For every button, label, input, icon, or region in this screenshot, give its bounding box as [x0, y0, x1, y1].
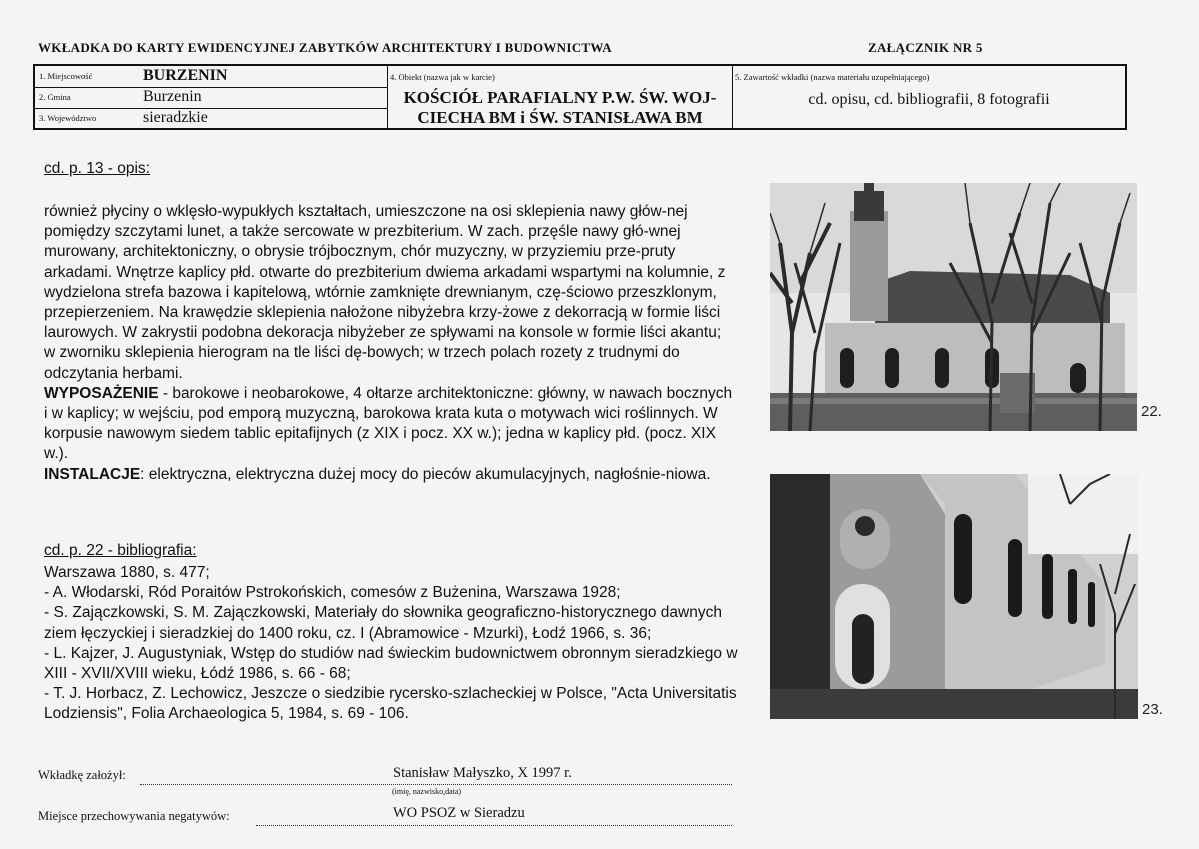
object-name	[388, 88, 732, 128]
bibliography-entry: - S. Zajączkowski, S. M. Zajączkowski, Materiały do słownika geograficzno-historycznego dawnych ziem łęczyckiej i sieradzkiej do 1400 roku, cz. I (Abramowice - Mzurki), Łodź 1966, s. 36;	[44, 604, 722, 642]
location-cell	[35, 66, 388, 128]
contents-value: cd. opisu, cd. bibliografii, 8 fotografii	[808, 91, 1050, 108]
storage-value: WO PSOZ w Sieradzu	[393, 805, 525, 821]
contents-cell	[733, 66, 1125, 128]
installations-text: : elektryczna, elektryczna dużej mocy do pieców akumulacyjnych, nagłośnie-niowa.	[140, 465, 711, 483]
description-heading: cd. p. 13 - opis:	[44, 160, 150, 177]
bibliography-entry: - A. Włodarski, Ród Poraitów Pstrokońskich, comesów z Bużenina, Warszawa 1928;	[44, 584, 621, 602]
photo-22-number: 22.	[1141, 403, 1162, 420]
photo-23-number: 23.	[1142, 701, 1163, 718]
form-title: WKŁADKA DO KARTY EWIDENCYJNEJ ZABYTKÓW ARCHITEKTURY I BUDOWNICTWA	[38, 40, 612, 55]
church-photo-22	[770, 183, 1137, 431]
installations-label: INSTALACJE	[44, 465, 141, 483]
voivodeship-value: sieradzkie	[143, 109, 208, 126]
commune-label: 2. Gmina	[39, 92, 71, 102]
object-cell	[388, 66, 733, 128]
object-name-line2: CIECHA BM i ŚW. STANISŁAWA BM	[417, 108, 703, 127]
author-label: Wkładkę założył:	[38, 768, 126, 782]
contents-label: 5. Zawartość wkładki (nazwa materiału uzupełniającego)	[735, 72, 930, 82]
bibliography-entry: Warszawa 1880, s. 477;	[44, 564, 210, 581]
furnishing-paragraph	[44, 384, 734, 465]
storage-dotted-line	[256, 825, 732, 826]
bibliography-heading: cd. p. 22 - bibliografia:	[44, 542, 197, 559]
commune-row	[35, 87, 387, 109]
author-caption: (imię, nazwisko,data)	[392, 787, 462, 796]
furnishing-text: - barokowe i neobarokowe, 4 ołtarze architektoniczne: główny, w nawach bocznych i w kaplicy; w wejściu, pod emporą muzyczną, barokowa krata kuta o motywach wici roślinnych. W korpusie nawowym siedem tablic epitafijnych (z XIX i pocz. XX w.); jedna w kaplicy płd. (pocz. XIX w.).	[44, 384, 733, 463]
object-label: 4. Obiekt (nazwa jak w karcie)	[390, 72, 495, 82]
town-label: 1. Miejscowość	[39, 71, 93, 81]
town-row	[35, 66, 387, 88]
author-value: Stanisław Małyszko, X 1997 r.	[393, 765, 572, 781]
voivodeship-label: 3. Województwo	[39, 113, 97, 123]
bibliography-entry: - L. Kajzer, J. Augustyniak, Wstęp do studiów nad świeckim budownictwem obronnym sieradzkiego w XIII - XVII/XVIII wieku, Łódź 1986, s. 66 - 68;	[44, 644, 738, 683]
header-table	[33, 64, 1127, 130]
bibliography-list	[44, 563, 744, 725]
commune-value: Burzenin	[143, 88, 202, 105]
bibliography-entry: - T. J. Horbacz, Z. Lechowicz, Jeszcze o siedzibie rycersko-szlacheckiej w Polsce, "Acta Universitatis Lodziensis", Folia Archaeologica 5, 1984, s. 69 - 106.	[44, 685, 737, 723]
annex-number: ZAŁĄCZNIK NR 5	[868, 40, 983, 55]
voivodeship-row	[35, 108, 387, 129]
town-value: BURZENIN	[143, 67, 228, 84]
description-paragraph: również płyciny o wklęsło-wypukłych kształtach, umieszczone na osi sklepienia nawy głów-nej pomiędzy szczytami lunet, a także sercowate w prezbiterium. W zach. przęśle nawy głó-wnej murowany, architektoniczny, o obrysie trójbocznym, chór muzyczny, w przyziemiu prze-pruty arkadami. Wnętrze kaplicy płd. otwarte do prezbiterium dwiema arkadami wspartymi na kolumnie, z wydzielona strefa bazowa i kapitelową, wtórnie zamknięte drewnianym, czę-ściowo przeszklonym, przepierzeniem. Na krawędzie sklepienia nałożone nibyżebra krzy-żowe z dekorracją w formie liści laurowych. W zakrystii podobna dekoracja nibyżeber ze spływami na konsole w formie liści akantu; w zworniku sklepienia hierogram na tle liści dę-bowych; w trzech polach rozety z trudnymi do odczytania herbami.	[44, 203, 726, 382]
installations-paragraph	[44, 465, 734, 485]
church-photo-23	[770, 474, 1138, 719]
storage-label: Miejsce przechowywania negatywów:	[38, 809, 230, 823]
author-dotted-line	[140, 784, 732, 785]
furnishing-label: WYPOSAŻENIE	[44, 384, 159, 402]
description-body	[44, 202, 734, 485]
object-name-line1: KOŚCIÓŁ PARAFIALNY P.W. ŚW. WOJ-	[403, 88, 717, 107]
